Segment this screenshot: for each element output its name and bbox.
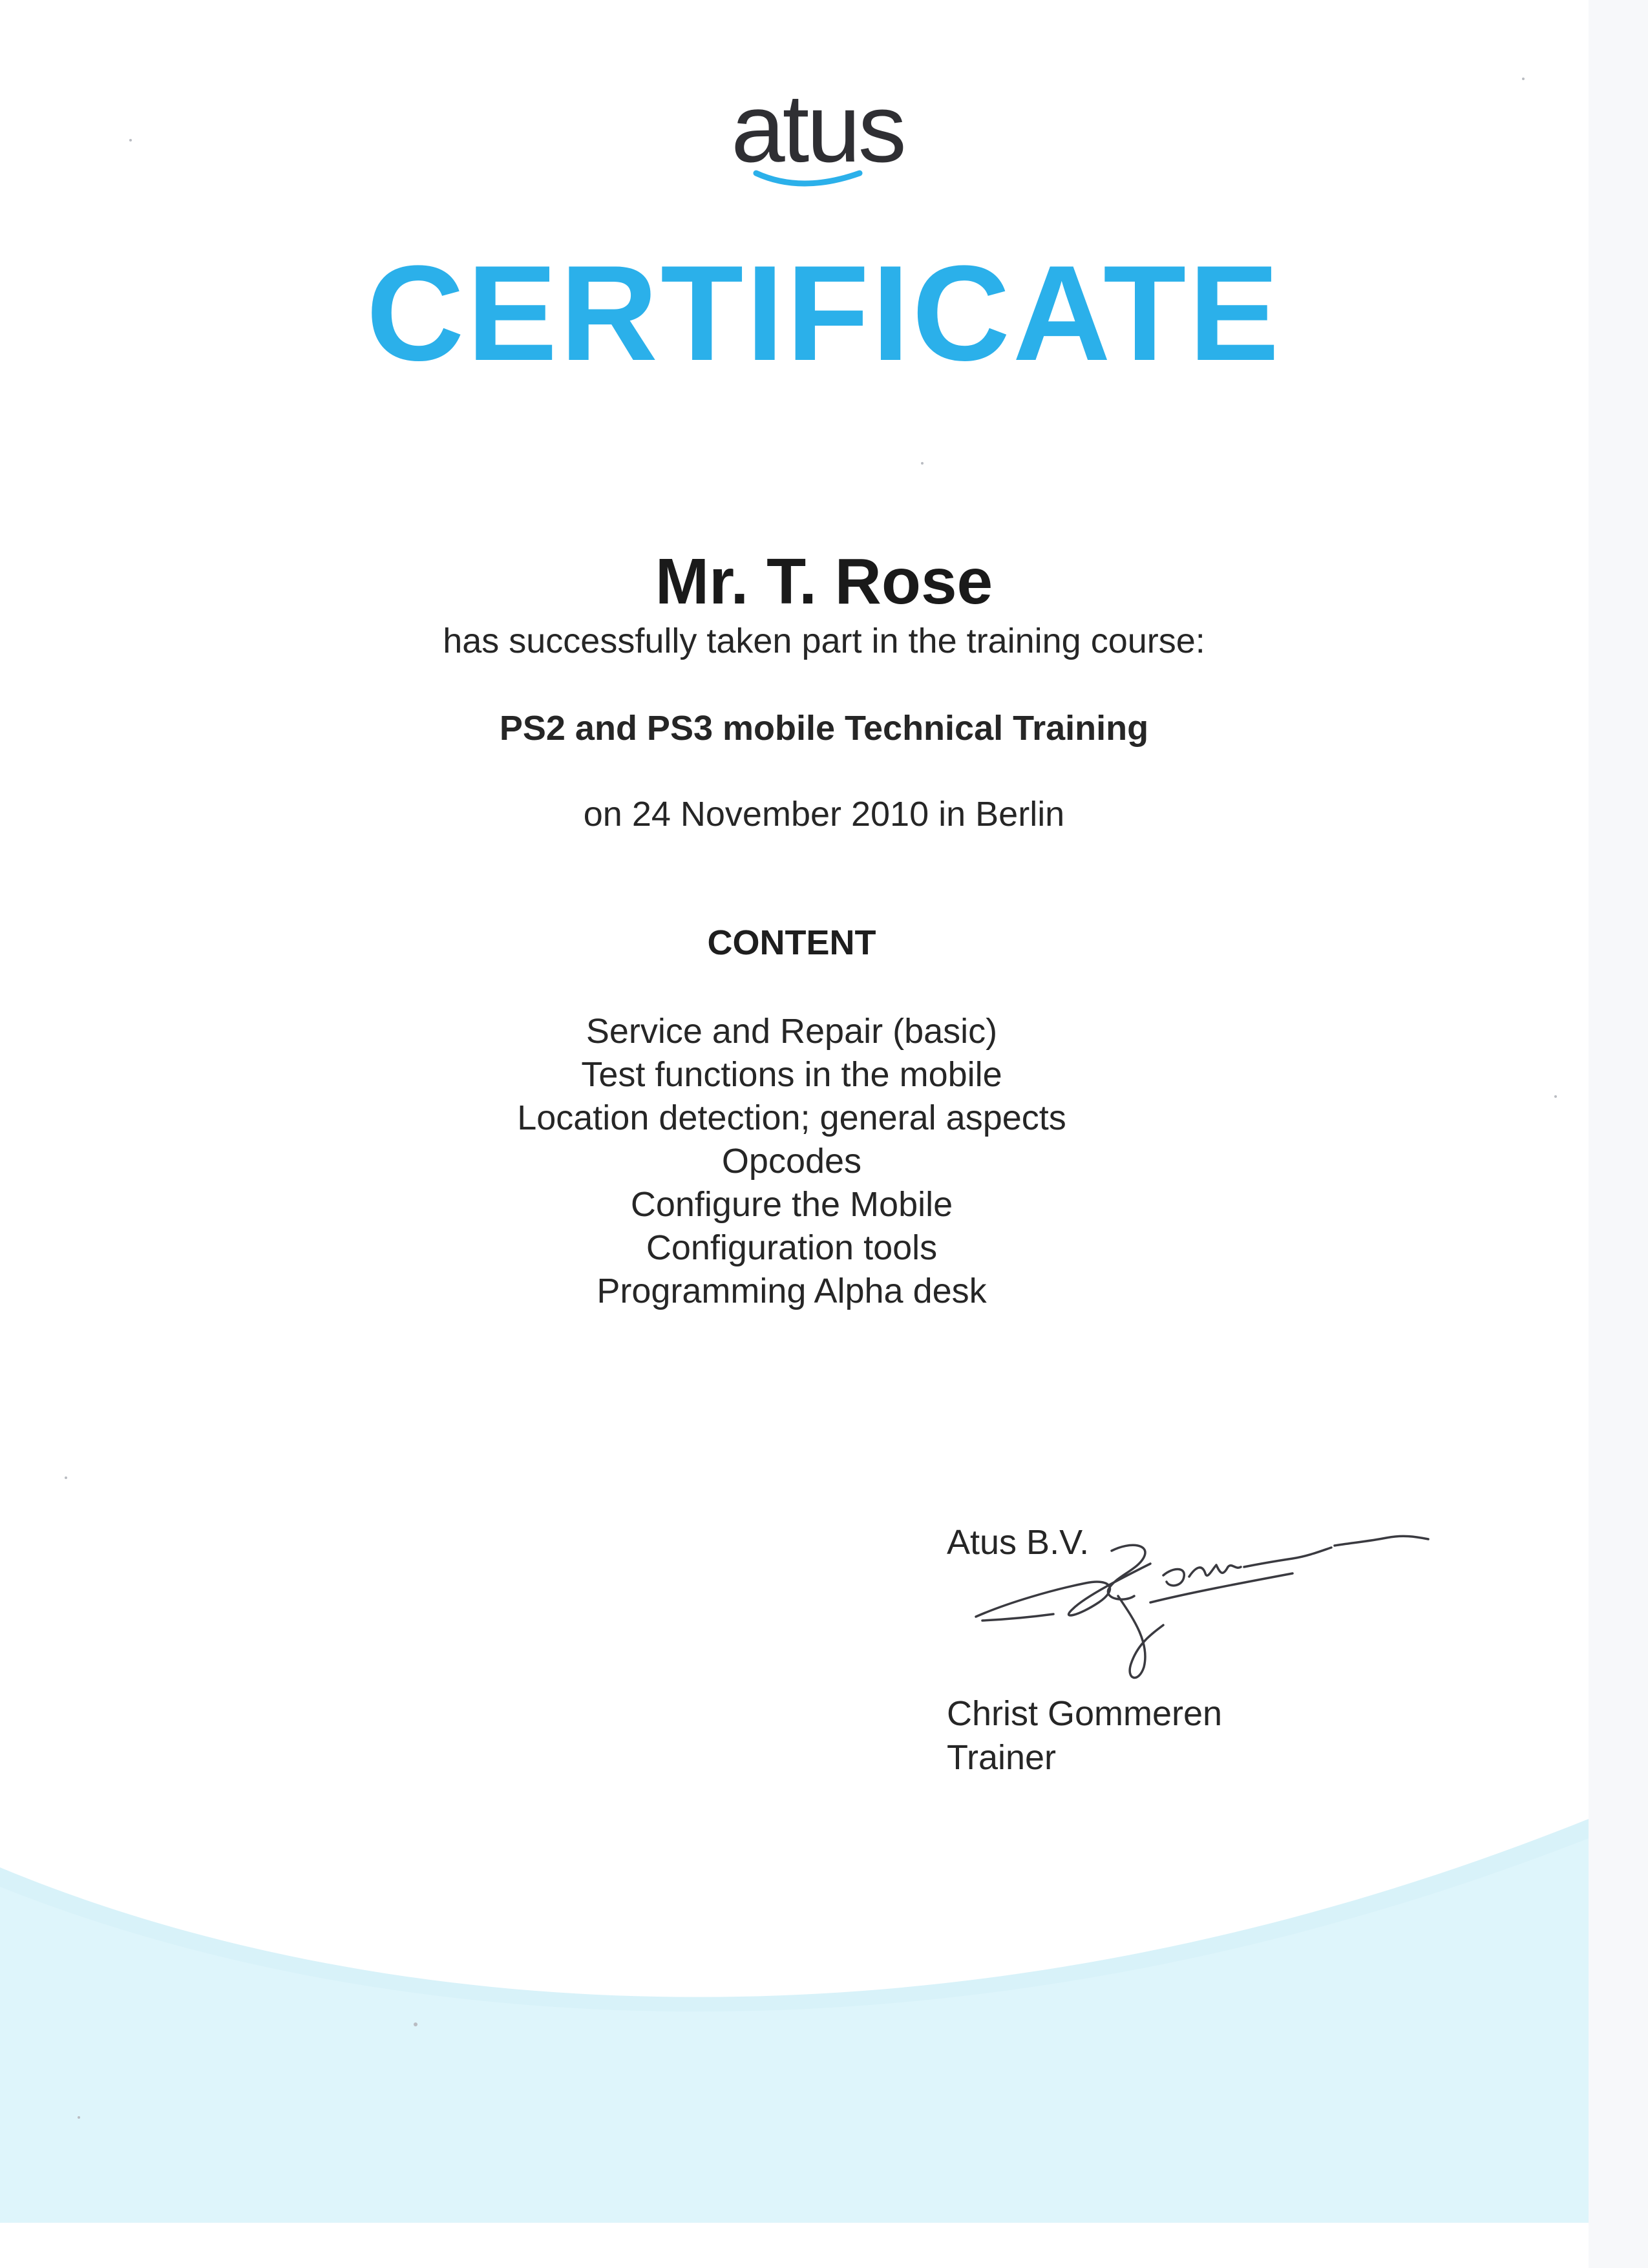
list-item: Location detection; general aspects — [517, 1098, 1066, 1137]
intro-text: has successfully taken part in the training course: — [443, 622, 1205, 660]
list-item: Test functions in the mobile — [581, 1055, 1002, 1094]
list-item: Configuration tools — [646, 1228, 938, 1267]
trainer-role: Trainer — [947, 1738, 1057, 1777]
handwritten-signature — [956, 1506, 1448, 1699]
list-item: Configure the Mobile — [630, 1185, 953, 1224]
date-place: on 24 November 2010 in Berlin — [583, 795, 1065, 834]
scan-speck — [921, 462, 924, 465]
certificate-title: CERTIFICATE — [366, 237, 1282, 389]
scan-speck — [65, 1476, 67, 1479]
logo-wordmark: atus — [731, 78, 904, 182]
list-item: Service and Repair (basic) — [586, 1012, 998, 1051]
scan-speck — [78, 2116, 80, 2119]
atus-logo — [672, 78, 969, 207]
course-title: PS2 and PS3 mobile Technical Training — [499, 709, 1149, 748]
list-item: Programming Alpha desk — [597, 1272, 987, 1310]
scan-speck — [414, 2022, 417, 2026]
company-name: Atus B.V. — [947, 1523, 1090, 1562]
content-list — [0, 1010, 1583, 1313]
scan-speck — [1554, 1095, 1557, 1098]
list-item: Opcodes — [721, 1142, 862, 1181]
trainer-name: Christ Gommeren — [947, 1694, 1223, 1733]
scan-speck — [1522, 78, 1525, 80]
recipient-name: Mr. T. Rose — [655, 545, 993, 618]
content-heading: CONTENT — [707, 923, 876, 962]
scan-speck — [129, 139, 132, 142]
